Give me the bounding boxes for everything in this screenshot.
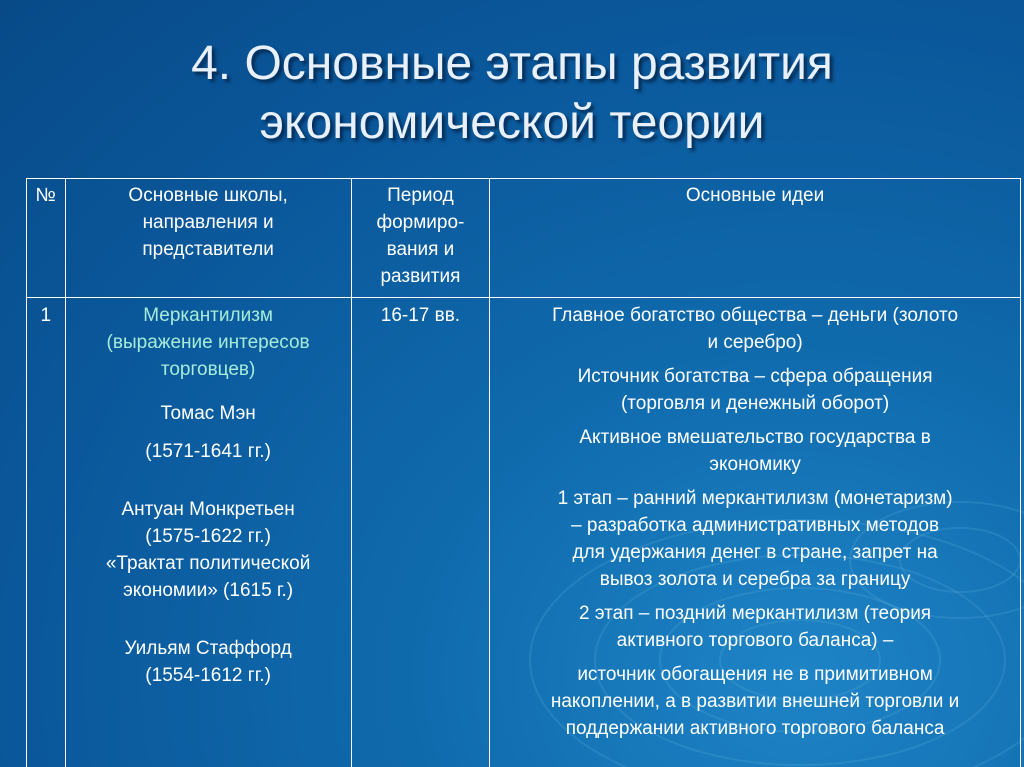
person-years: (1571-1641 гг.) [145, 441, 271, 463]
idea-item: Активное вмешательство государства в экономику [579, 427, 931, 476]
idea-item: 1 этап – ранний меркантилизм (монетаризм) – разработка административных методов для удержания денег в стране, запрет на вывоз золота и серебра за границу [557, 488, 953, 591]
row-schools: Меркантилизм (выражение интересов торговцев) Томас Мэн (1571-1641 гг.) Антуан Монкретьен (1575-1622 гг.) «Трактат политической экономии» (1615 г.) Уильям Стаффорд (1554-1612 гг.) [65, 298, 351, 767]
header-period: Период формиро- вания и развития [351, 179, 489, 298]
idea-item: Главное богатство общества – деньги (золото и серебро) [552, 305, 959, 354]
header-number: № [27, 179, 66, 298]
economic-theory-table [26, 178, 1021, 767]
idea-item: 2 этап – поздний меркантилизм (теория активного торгового баланса) – [579, 603, 932, 652]
table-row [27, 298, 1021, 767]
person-name: Антуан Монкретьен [121, 499, 295, 521]
idea-item: Источник богатства – сфера обращения (торговля и денежный оборот) [577, 366, 933, 415]
row-ideas [490, 298, 1021, 767]
idea-item: источник обогащения не в примитивном накоплении, а в развитии внешней торговли и поддержании активного торгового баланса [550, 664, 960, 740]
person-name: Томас Мэн [160, 403, 256, 425]
header-ideas: Основные идеи [490, 179, 1021, 298]
title-line-2: экономической теории [259, 96, 765, 149]
row-number: 1 [27, 298, 66, 767]
school-name: Меркантилизм [143, 305, 273, 327]
person-name: Уильям Стаффорд [124, 638, 292, 660]
person-years: (1554-1612 гг.) [145, 665, 271, 687]
slide-title [0, 34, 1024, 152]
row-period: 16-17 вв. [351, 298, 489, 767]
work-title: «Трактат политической [105, 553, 311, 575]
person-years: (1575-1622 гг.) [145, 526, 271, 548]
title-line-1: 4. Основные этапы развития [191, 37, 833, 90]
table-header-row [27, 179, 1021, 298]
header-schools: Основные школы, направления и представители [65, 179, 351, 298]
